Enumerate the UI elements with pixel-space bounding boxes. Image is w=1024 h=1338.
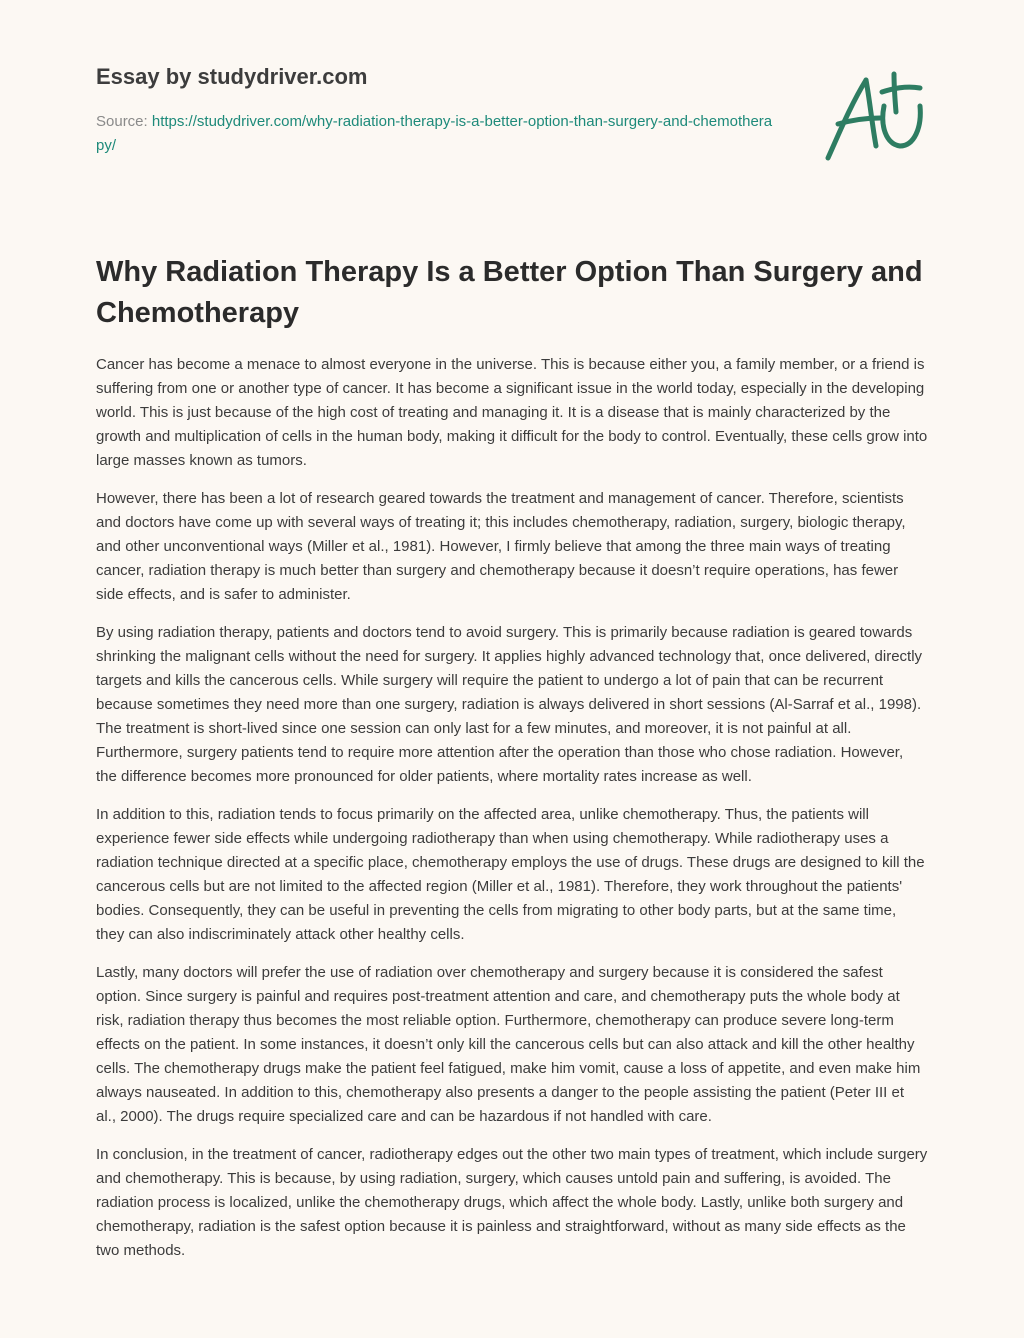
essay-paragraph-1: Cancer has become a menace to almost everyone in the universe. This is because either you, a family member, or a friend is suffering from one or another type of cancer. It has become a significant issue in the world today, especially in the developing world. This is just because of the high cost of treating and managing it. It is a disease that is mainly characterized by the growth and multiplication of cells in the human body, making it difficult for the body to control. Eventually, these cells grow into large masses known as tumors.	[96, 356, 928, 469]
essay-body	[96, 353, 928, 1277]
essay-paragraph-4: In addition to this, radiation tends to focus primarily on the affected area, unlike chemotherapy. Thus, the patients will experience fewer side effects while undergoing radiotherapy than when using chemotherapy. While radiotherapy uses a radiation technique directed at a specific place, chemotherapy employs the use of drugs. These drugs are designed to kill the cancerous cells but are not limited to the affected region (Miller et al., 1981). Therefore, they work throughout the patients' bodies. Consequently, they can be useful in preventing the cells from migrating to other body parts, but at the same time, they can also indiscriminately attack other healthy cells.	[96, 806, 925, 943]
essay-paragraph-2: However, there has been a lot of research geared towards the treatment and management of cancer. Therefore, scientists and doctors have come up with several ways of treating it; this includes chemotherapy, radiation, surgery, biologic therapy, and other unconventional ways (Miller et al., 1981). However, I firmly believe that among the three main ways of treating cancer, radiation therapy is much better than surgery and chemotherapy because it doesn’t require operations, has fewer side effects, and is safer to administer.	[96, 490, 906, 603]
grade-a-plus-icon	[820, 66, 930, 166]
site-brand: Essay by studydriver.com	[96, 64, 368, 89]
essay-paragraph-3: By using radiation therapy, patients and doctors tend to avoid surgery. This is primarily because radiation is geared towards shrinking the malignant cells without the need for surgery. It applies highly advanced technology that, once delivered, directly targets and kills the cancerous cells. While surgery will require the patient to undergo a lot of pain that can be recurrent because sometimes they need more than one surgery, radiation is always delivered in short sessions (Al-Sarraf et al., 1998). The treatment is short-lived since one session can only last for a few minutes, and moreover, it is not painful at all. Furthermore, surgery patients tend to require more attention after the operation than those who chose radiation. However, the difference becomes more pronounced for older patients, where mortality rates increase as well.	[96, 624, 923, 785]
grade-a-plus-svg	[820, 66, 930, 166]
source-label: Source:	[96, 113, 152, 130]
essay-paragraph-5: Lastly, many doctors will prefer the use of radiation over chemotherapy and surgery because it is considered the safest option. Since surgery is painful and requires post-treatment attention and care, and chemotherapy puts the whole body at risk, radiation therapy thus becomes the most reliable option. Furthermore, chemotherapy can produce severe long-term effects on the patient. In some instances, it doesn’t only kill the cancerous cells but can also attack and kill the other healthy cells. The chemotherapy drugs make the patient feel fatigued, make him vomit, cause a loss of appetite, and even make him always nauseated. In addition to this, chemotherapy also presents a danger to the people assisting the patient (Peter III et al., 2000). The drugs require specialized care and can be hazardous if not handled with care.	[96, 964, 921, 1125]
essay-paragraph-6: In conclusion, in the treatment of cancer, radiotherapy edges out the other two main types of treatment, which include surgery and chemotherapy. This is because, by using radiation, surgery, which causes untold pain and suffering, is avoided. The radiation process is localized, unlike the chemotherapy drugs, which affect the whole body. Lastly, unlike both surgery and chemotherapy, radiation is the safest option because it is painless and straightforward, without as many side effects as the two methods.	[96, 1146, 928, 1259]
essay-title: Why Radiation Therapy Is a Better Option Than Surgery and Chemotherapy	[96, 256, 923, 329]
source-link[interactable]: https://studydriver.com/why-radiation-therapy-is-a-better-option-than-surgery-and-chemotherapy/	[96, 113, 773, 154]
source-line	[96, 110, 776, 158]
